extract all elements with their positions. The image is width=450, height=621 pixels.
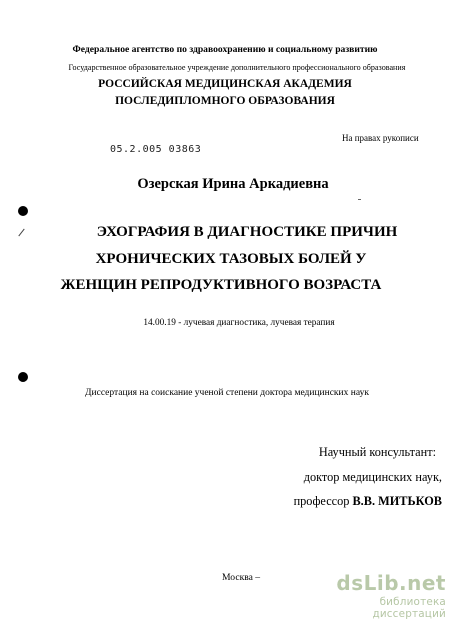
consultant-title: профессор	[293, 494, 350, 508]
thesis-title-line-2: ХРОНИЧЕСКИХ ТАЗОВЫХ БОЛЕЙ У	[95, 251, 367, 267]
thesis-title-line-3: ЖЕНЩИН РЕПРОДУКТИВНОГО ВОЗРАСТА	[60, 277, 382, 293]
consultant-degree: доктор медицинских наук,	[303, 470, 442, 484]
watermark-logo: dsLib.net	[336, 571, 446, 595]
author-name: Озерская Ирина Аркадиевна	[137, 176, 329, 192]
manuscript-rights-note: На правах рукописи	[342, 133, 419, 143]
scan-speck	[358, 199, 361, 200]
thesis-title-line-1: ЭХОГРАФИЯ В ДИАГНОСТИКЕ ПРИЧИН	[96, 224, 398, 240]
city-line: Москва –	[222, 572, 261, 583]
postgraduate-line: ПОСЛЕДИПЛОМНОГО ОБРАЗОВАНИЯ	[115, 95, 335, 107]
specialty-code: 14.00.19 - лучевая диагностика, лучевая терапия	[143, 318, 335, 328]
binding-hole-mark	[18, 206, 28, 216]
watermark-subtitle: библиотека диссертаций	[372, 596, 446, 620]
dissertation-degree-line: Диссертация на соискание ученой степени доктора медицинских наук	[85, 388, 369, 398]
consultant-heading: Научный консультант:	[318, 445, 436, 459]
consultant-name: В.В. МИТЬКОВ	[352, 494, 442, 508]
consultant-name-line	[262, 494, 442, 509]
library-stamp-number: 05.2.005 03863	[110, 144, 202, 155]
agency-line: Федеральное агентство по здравоохранению и социальному развитию	[72, 44, 378, 55]
dslib-watermark[interactable]	[306, 571, 446, 620]
institution-line: Государственное образовательное учреждение дополнительного профессионального образования	[68, 63, 406, 72]
binding-hole-mark	[18, 372, 28, 382]
academy-line: РОССИЙСКАЯ МЕДИЦИНСКАЯ АКАДЕМИЯ	[98, 78, 352, 90]
